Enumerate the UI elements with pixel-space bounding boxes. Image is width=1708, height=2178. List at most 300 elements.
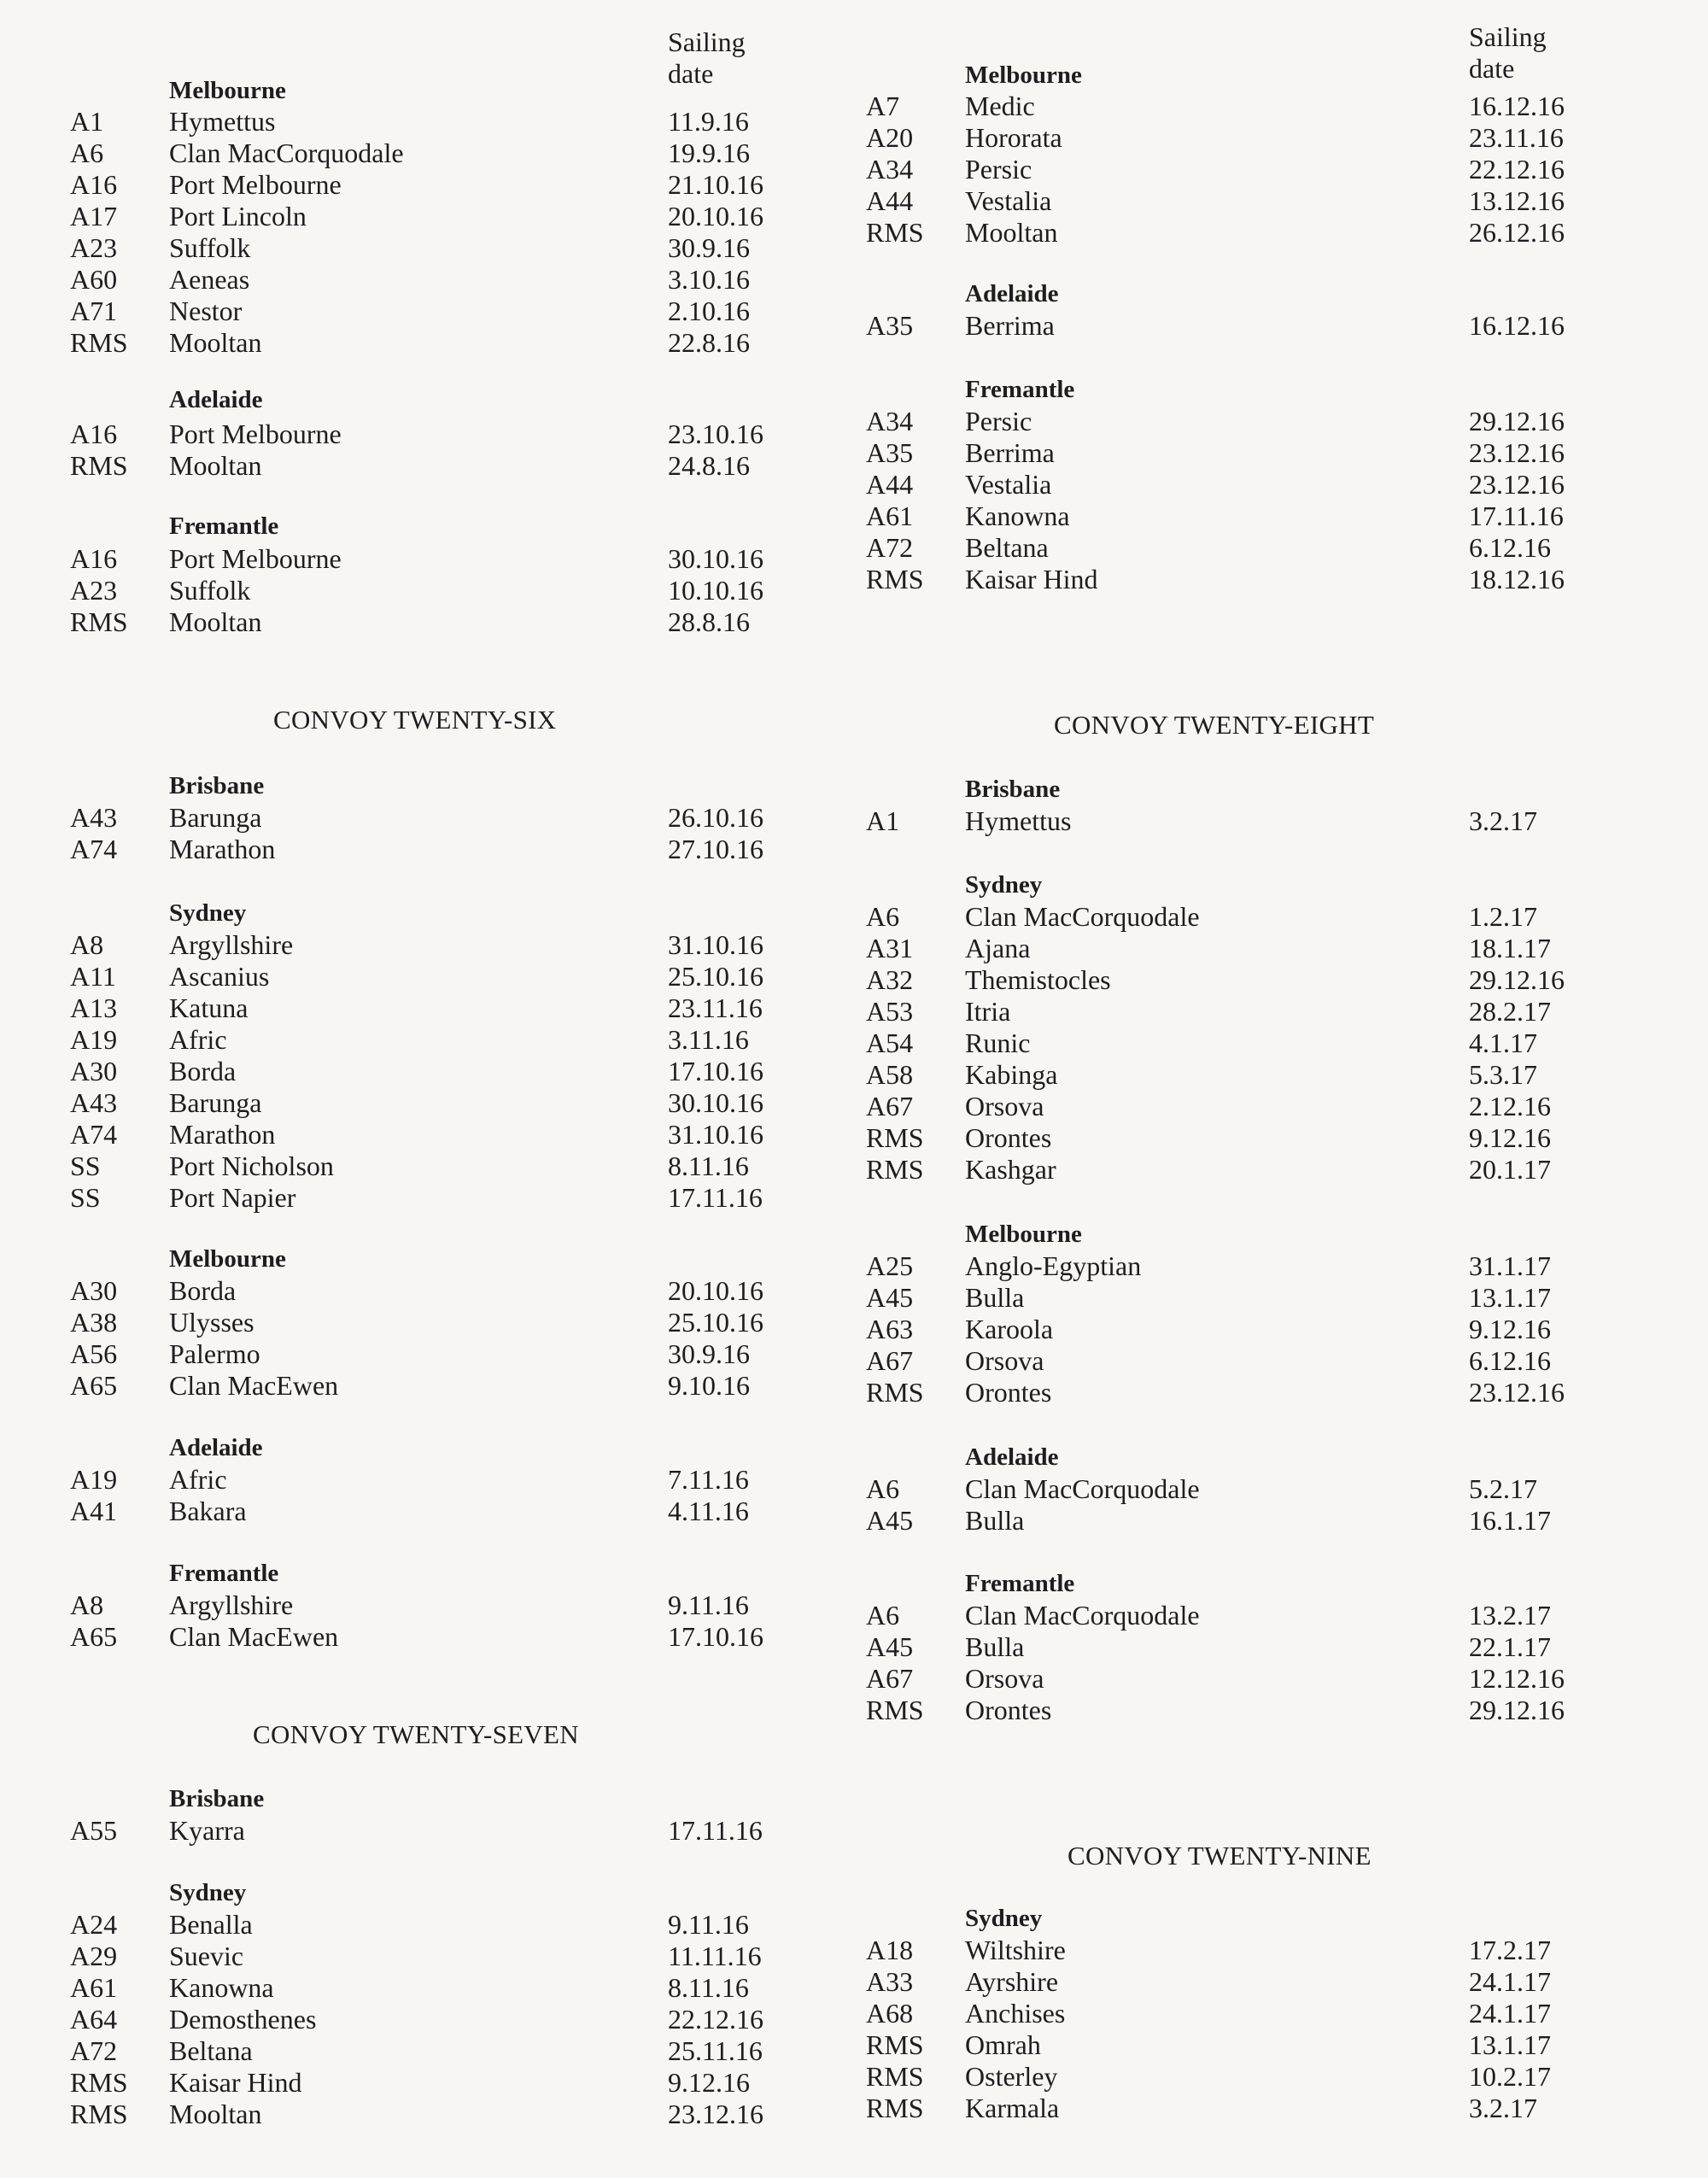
table-row	[854, 1122, 1708, 1154]
sailing-date: 4.11.16	[668, 1496, 749, 1526]
convoy-heading	[854, 709, 1708, 741]
table-row	[0, 2004, 854, 2035]
ship-name: Orsova	[965, 1345, 1044, 1376]
ship-name: Ascanius	[169, 961, 270, 992]
ship-name: Katuna	[169, 992, 249, 1023]
sailing-date: 7.11.16	[668, 1464, 749, 1495]
port-heading	[854, 1903, 1708, 1935]
sailing-date: 28.2.17	[1469, 996, 1551, 1027]
ship-name: Clan MacEwen	[169, 1370, 339, 1401]
table-row	[0, 138, 854, 169]
sailing-date-header	[854, 22, 1708, 54]
table-row	[0, 1370, 854, 1402]
ship-name: Orontes	[965, 1377, 1052, 1408]
table-row	[854, 91, 1708, 122]
ship-name: Bulla	[965, 1282, 1025, 1313]
sailing-date: 6.12.16	[1469, 532, 1551, 563]
header-text: Sailing	[668, 26, 746, 57]
table-row	[0, 1972, 854, 2004]
port-name: Brisbane	[169, 1785, 265, 1812]
ship-code: RMS	[866, 1377, 924, 1408]
ship-code: A19	[70, 1464, 118, 1495]
ship-name: Port Melbourne	[169, 169, 342, 200]
sailing-date: 4.1.17	[1469, 1028, 1537, 1058]
ship-code: A8	[70, 1590, 104, 1620]
sailing-date: 3.2.17	[1469, 805, 1537, 836]
ship-name: Themistocles	[965, 964, 1111, 995]
table-row	[854, 1935, 1708, 1966]
sailing-date: 10.2.17	[1469, 2061, 1551, 2092]
table-row	[854, 1314, 1708, 1345]
ship-name: Berrima	[965, 310, 1055, 341]
ship-code: A29	[70, 1941, 118, 1971]
ship-code: A67	[866, 1345, 914, 1376]
port-name: Adelaide	[965, 1443, 1059, 1471]
ship-code: A34	[866, 154, 914, 184]
table-row	[854, 2029, 1708, 2061]
sailing-date: 23.12.16	[1469, 1377, 1565, 1408]
sailing-date: 22.12.16	[668, 2004, 763, 2035]
sailing-date: 26.10.16	[668, 802, 763, 833]
ship-name: Persic	[965, 154, 1032, 184]
sailing-date: 28.8.16	[668, 606, 750, 637]
port-heading	[854, 278, 1708, 310]
ship-code: A44	[866, 469, 914, 500]
ship-name: Itria	[965, 996, 1011, 1027]
ship-name: Mooltan	[965, 217, 1058, 248]
sailing-date: 26.12.16	[1469, 217, 1565, 248]
table-row	[854, 1377, 1708, 1408]
ship-code: A11	[70, 961, 116, 992]
ship-code: A19	[70, 1024, 118, 1055]
ship-name: Kabinga	[965, 1059, 1058, 1090]
sailing-date: 16.1.17	[1469, 1505, 1551, 1536]
header-text: date	[1469, 53, 1515, 84]
ship-code: A18	[866, 1935, 914, 1965]
table-row	[0, 1464, 854, 1496]
table-row	[854, 1059, 1708, 1091]
ship-code: RMS	[866, 1154, 924, 1185]
sailing-date: 27.10.16	[668, 834, 763, 864]
table-row	[0, 992, 854, 1024]
ship-name: Aeneas	[169, 264, 250, 295]
sailing-date: 8.11.16	[668, 1150, 749, 1181]
table-row	[0, 606, 854, 638]
port-name: Sydney	[169, 1879, 247, 1906]
table-row	[0, 1182, 854, 1214]
table-row	[854, 406, 1708, 437]
ship-name: Clan MacCorquodale	[965, 1600, 1200, 1631]
sailing-date: 3.2.17	[1469, 2093, 1537, 2123]
ship-code: A20	[866, 122, 914, 153]
table-row	[854, 996, 1708, 1028]
port-heading	[854, 869, 1708, 901]
ship-name: Vestalia	[965, 469, 1052, 500]
ship-code: A24	[70, 1909, 118, 1940]
ship-name: Omrah	[965, 2029, 1041, 2060]
ship-name: Kanowna	[965, 501, 1070, 531]
table-row	[0, 575, 854, 606]
table-row	[0, 834, 854, 865]
ship-code: A54	[866, 1028, 914, 1058]
port-name: Fremantle	[965, 376, 1075, 403]
sailing-date: 23.11.16	[1469, 122, 1564, 153]
table-row	[0, 201, 854, 232]
ship-name: Barunga	[169, 802, 262, 833]
sailing-date: 10.10.16	[668, 575, 763, 606]
ship-name: Borda	[169, 1275, 237, 1306]
ship-name: Bakara	[169, 1496, 247, 1526]
table-row	[0, 1815, 854, 1847]
ship-name: Suevic	[169, 1941, 244, 1971]
ship-code: A67	[866, 1091, 914, 1121]
ship-code: RMS	[866, 2029, 924, 2060]
table-row	[854, 805, 1708, 837]
sailing-date: 11.9.16	[668, 106, 749, 137]
sailing-date: 21.10.16	[668, 169, 763, 200]
sailing-date: 29.12.16	[1469, 406, 1565, 436]
ship-code: A64	[70, 2004, 118, 2035]
ship-code: RMS	[70, 327, 128, 358]
ship-name: Orsova	[965, 1091, 1044, 1121]
ship-name: Port Nicholson	[169, 1150, 334, 1181]
table-row	[854, 2093, 1708, 2124]
ship-code: RMS	[866, 1695, 924, 1725]
ship-code: A55	[70, 1815, 118, 1846]
ship-code: A72	[866, 532, 914, 563]
port-name: Melbourne	[169, 77, 286, 104]
ship-code: A38	[70, 1307, 118, 1338]
ship-name: Kanowna	[169, 1972, 274, 2003]
port-name: Brisbane	[169, 772, 265, 799]
table-row	[0, 419, 854, 450]
ship-code: A7	[866, 91, 900, 121]
ship-code: A6	[866, 1473, 900, 1504]
ship-name: Orsova	[965, 1663, 1044, 1694]
table-row	[854, 1345, 1708, 1377]
table-row	[0, 1338, 854, 1370]
sailing-date: 30.10.16	[668, 543, 763, 574]
port-heading	[0, 898, 854, 929]
ship-name: Kaisar Hind	[169, 2067, 302, 2098]
port-name: Melbourne	[965, 1221, 1082, 1248]
ship-code: RMS	[70, 2099, 128, 2129]
convoy-heading	[0, 704, 854, 735]
table-row	[0, 2067, 854, 2099]
ship-code: A6	[866, 901, 900, 932]
table-row	[0, 929, 854, 961]
ship-name: Beltana	[965, 532, 1049, 563]
ship-code: A1	[70, 106, 104, 137]
ship-code: RMS	[866, 1122, 924, 1153]
sailing-date: 24.8.16	[668, 450, 750, 481]
sailing-date: 17.11.16	[668, 1815, 763, 1846]
table-row	[854, 964, 1708, 996]
table-row	[854, 501, 1708, 532]
ship-name: Argyllshire	[169, 1590, 294, 1620]
table-row	[854, 437, 1708, 469]
port-name: Adelaide	[965, 280, 1059, 307]
port-heading	[0, 1877, 854, 1909]
port-name: Fremantle	[169, 512, 279, 540]
port-heading	[854, 1568, 1708, 1600]
sailing-date: 20.10.16	[668, 1275, 763, 1306]
sailing-date: 2.12.16	[1469, 1091, 1551, 1121]
ship-name: Beltana	[169, 2035, 253, 2066]
sailing-date: 18.12.16	[1469, 564, 1565, 594]
ship-name: Osterley	[965, 2061, 1058, 2092]
sailing-date: 31.10.16	[668, 1119, 763, 1150]
table-row	[854, 1505, 1708, 1537]
ship-name: Marathon	[169, 1119, 276, 1150]
ship-code: A58	[866, 1059, 914, 1090]
table-row	[854, 1250, 1708, 1282]
ship-code: A56	[70, 1338, 118, 1369]
port-heading	[854, 60, 1708, 91]
ship-name: Orontes	[965, 1695, 1052, 1725]
ship-code: A8	[70, 929, 104, 960]
ship-code: A23	[70, 232, 118, 263]
header-text: Sailing	[1469, 21, 1547, 52]
table-row	[854, 1473, 1708, 1505]
port-name: Fremantle	[169, 1560, 279, 1587]
sailing-date: 17.10.16	[668, 1621, 763, 1652]
sailing-date: 24.1.17	[1469, 1998, 1551, 2029]
table-row	[854, 1998, 1708, 2029]
ship-code: A61	[866, 501, 914, 531]
ship-name: Hororata	[965, 122, 1062, 153]
ship-code: RMS	[866, 2061, 924, 2092]
ship-code: RMS	[70, 606, 128, 637]
sailing-date: 30.9.16	[668, 1338, 750, 1369]
convoy-heading	[0, 1718, 854, 1750]
table-row	[0, 1941, 854, 1972]
ship-name: Berrima	[965, 437, 1055, 468]
table-row	[0, 2035, 854, 2067]
table-row	[854, 185, 1708, 217]
table-row	[854, 564, 1708, 595]
table-row	[854, 1282, 1708, 1314]
ship-code: A34	[866, 406, 914, 436]
table-row	[854, 933, 1708, 964]
ship-code: RMS	[70, 2067, 128, 2098]
ship-code: A16	[70, 169, 118, 200]
ship-code: A31	[866, 933, 914, 963]
port-heading	[854, 1219, 1708, 1250]
header-text: date	[668, 58, 714, 89]
ship-name: Karmala	[965, 2093, 1060, 2123]
sailing-date: 23.12.16	[668, 2099, 763, 2129]
sailing-date: 23.10.16	[668, 419, 763, 449]
sailing-date: 25.11.16	[668, 2035, 763, 2066]
ship-name: Clan MacCorquodale	[965, 901, 1200, 932]
sailing-date: 19.9.16	[668, 138, 750, 168]
ship-name: Clan MacCorquodale	[169, 138, 404, 168]
ship-code: A16	[70, 419, 118, 449]
port-heading	[0, 511, 854, 542]
ship-code: A32	[866, 964, 914, 995]
sailing-date: 5.3.17	[1469, 1059, 1537, 1090]
table-row	[854, 154, 1708, 185]
sailing-date: 18.1.17	[1469, 933, 1551, 963]
table-row	[0, 1087, 854, 1119]
ship-code: A65	[70, 1621, 118, 1652]
ship-code: A45	[866, 1282, 914, 1313]
port-name: Sydney	[965, 1905, 1043, 1932]
ship-name: Borda	[169, 1056, 237, 1086]
ship-name: Mooltan	[169, 450, 262, 481]
ship-name: Port Melbourne	[169, 419, 342, 449]
ship-name: Argyllshire	[169, 929, 294, 960]
table-row	[854, 532, 1708, 564]
sailing-date: 31.10.16	[668, 929, 763, 960]
table-row	[0, 327, 854, 359]
ship-name: Benalla	[169, 1909, 253, 1940]
ship-name: Bulla	[965, 1631, 1025, 1662]
port-name: Adelaide	[169, 386, 263, 413]
port-name: Melbourne	[169, 1245, 286, 1273]
sailing-date: 12.12.16	[1469, 1663, 1565, 1694]
sailing-date: 30.10.16	[668, 1087, 763, 1118]
ship-code: A30	[70, 1056, 118, 1086]
table-row	[854, 2061, 1708, 2093]
ship-name: Orontes	[965, 1122, 1052, 1153]
convoy-title: CONVOY TWENTY-NINE	[1068, 1841, 1372, 1871]
ship-name: Wiltshire	[965, 1935, 1066, 1965]
sailing-date: 25.10.16	[668, 1307, 763, 1338]
ship-name: Mooltan	[169, 606, 262, 637]
sailing-date: 23.12.16	[1469, 437, 1565, 468]
port-name: Fremantle	[965, 1570, 1075, 1597]
port-heading	[0, 75, 854, 107]
port-heading	[0, 1432, 854, 1464]
sailing-date: 17.11.16	[668, 1182, 763, 1213]
sailing-date: 9.12.16	[1469, 1314, 1551, 1344]
ship-code: A63	[866, 1314, 914, 1344]
ship-code: A45	[866, 1631, 914, 1662]
sailing-date: 23.11.16	[668, 992, 763, 1023]
ship-name: Ulysses	[169, 1307, 254, 1338]
ship-code: A13	[70, 992, 118, 1023]
ship-code: A23	[70, 575, 118, 606]
sailing-date: 9.10.16	[668, 1370, 750, 1401]
ship-name: Barunga	[169, 1087, 262, 1118]
ship-name: Anglo-Egyptian	[965, 1250, 1142, 1281]
convoy-title: CONVOY TWENTY-EIGHT	[1054, 710, 1375, 740]
table-row	[854, 1966, 1708, 1998]
ship-code: A68	[866, 1998, 914, 2029]
convoy-heading	[854, 1840, 1708, 1871]
table-row	[854, 1695, 1708, 1726]
ship-code: SS	[70, 1182, 101, 1213]
table-row	[0, 1119, 854, 1150]
table-row	[0, 1909, 854, 1941]
port-name: Melbourne	[965, 61, 1082, 89]
table-row	[0, 450, 854, 482]
sailing-date: 9.11.16	[668, 1909, 749, 1940]
ship-name: Mooltan	[169, 2099, 262, 2129]
sailing-date: 22.8.16	[668, 327, 750, 358]
ship-code: A44	[866, 185, 914, 216]
table-row	[854, 901, 1708, 933]
table-row	[0, 1621, 854, 1653]
sailing-date: 11.11.16	[668, 1941, 762, 1971]
table-row	[0, 802, 854, 834]
table-row	[0, 1307, 854, 1338]
ship-code: A35	[866, 437, 914, 468]
port-heading	[0, 1244, 854, 1275]
ship-code: A6	[866, 1600, 900, 1631]
ship-name: Vestalia	[965, 185, 1052, 216]
table-row	[854, 1631, 1708, 1663]
ship-name: Port Lincoln	[169, 201, 307, 231]
port-heading	[854, 374, 1708, 406]
table-row	[0, 296, 854, 327]
ship-name: Persic	[965, 406, 1032, 436]
ship-code: A1	[866, 805, 900, 836]
ship-code: A61	[70, 1972, 118, 2003]
table-row	[854, 1091, 1708, 1122]
ship-name: Palermo	[169, 1338, 260, 1369]
ship-name: Medic	[965, 91, 1035, 121]
ship-code: RMS	[866, 2093, 924, 2123]
table-row	[0, 1150, 854, 1182]
ship-code: A16	[70, 543, 118, 574]
table-row	[0, 106, 854, 138]
ship-name: Ajana	[965, 933, 1031, 963]
sailing-date: 2.10.16	[668, 296, 750, 326]
port-name: Sydney	[965, 871, 1043, 899]
ship-name: Afric	[169, 1024, 227, 1055]
ship-code: A33	[866, 1966, 914, 1997]
ship-name: Port Napier	[169, 1182, 296, 1213]
sailing-date: 17.11.16	[1469, 501, 1564, 531]
ship-name: Kashgar	[965, 1154, 1056, 1185]
ship-name: Ayrshire	[965, 1966, 1059, 1997]
ship-code: A45	[866, 1505, 914, 1536]
ship-code: A65	[70, 1370, 118, 1401]
convoy-title: CONVOY TWENTY-SIX	[273, 705, 557, 735]
port-heading	[0, 1558, 854, 1590]
ship-code: A43	[70, 802, 118, 833]
table-row	[854, 469, 1708, 501]
ship-name: Suffolk	[169, 232, 251, 263]
ship-name: Bulla	[965, 1505, 1025, 1536]
sailing-date: 29.12.16	[1469, 964, 1565, 995]
ship-code: A74	[70, 834, 118, 864]
ship-name: Suffolk	[169, 575, 251, 606]
port-heading	[0, 770, 854, 802]
ship-name: Kaisar Hind	[965, 564, 1098, 594]
table-row	[0, 1024, 854, 1056]
table-row	[0, 1275, 854, 1307]
ship-name: Hymettus	[965, 805, 1072, 836]
port-name: Sydney	[169, 899, 247, 927]
table-row	[0, 1590, 854, 1621]
ship-name: Karoola	[965, 1314, 1054, 1344]
port-name: Adelaide	[169, 1434, 263, 1461]
sailing-date: 13.2.17	[1469, 1600, 1551, 1631]
ship-code: A35	[866, 310, 914, 341]
table-row	[854, 122, 1708, 154]
ship-code: A41	[70, 1496, 118, 1526]
sailing-date: 6.12.16	[1469, 1345, 1551, 1376]
table-row	[854, 310, 1708, 342]
port-name: Brisbane	[965, 776, 1061, 803]
sailing-date: 13.12.16	[1469, 185, 1565, 216]
sailing-date: 23.12.16	[1469, 469, 1565, 500]
ship-code: A71	[70, 296, 118, 326]
